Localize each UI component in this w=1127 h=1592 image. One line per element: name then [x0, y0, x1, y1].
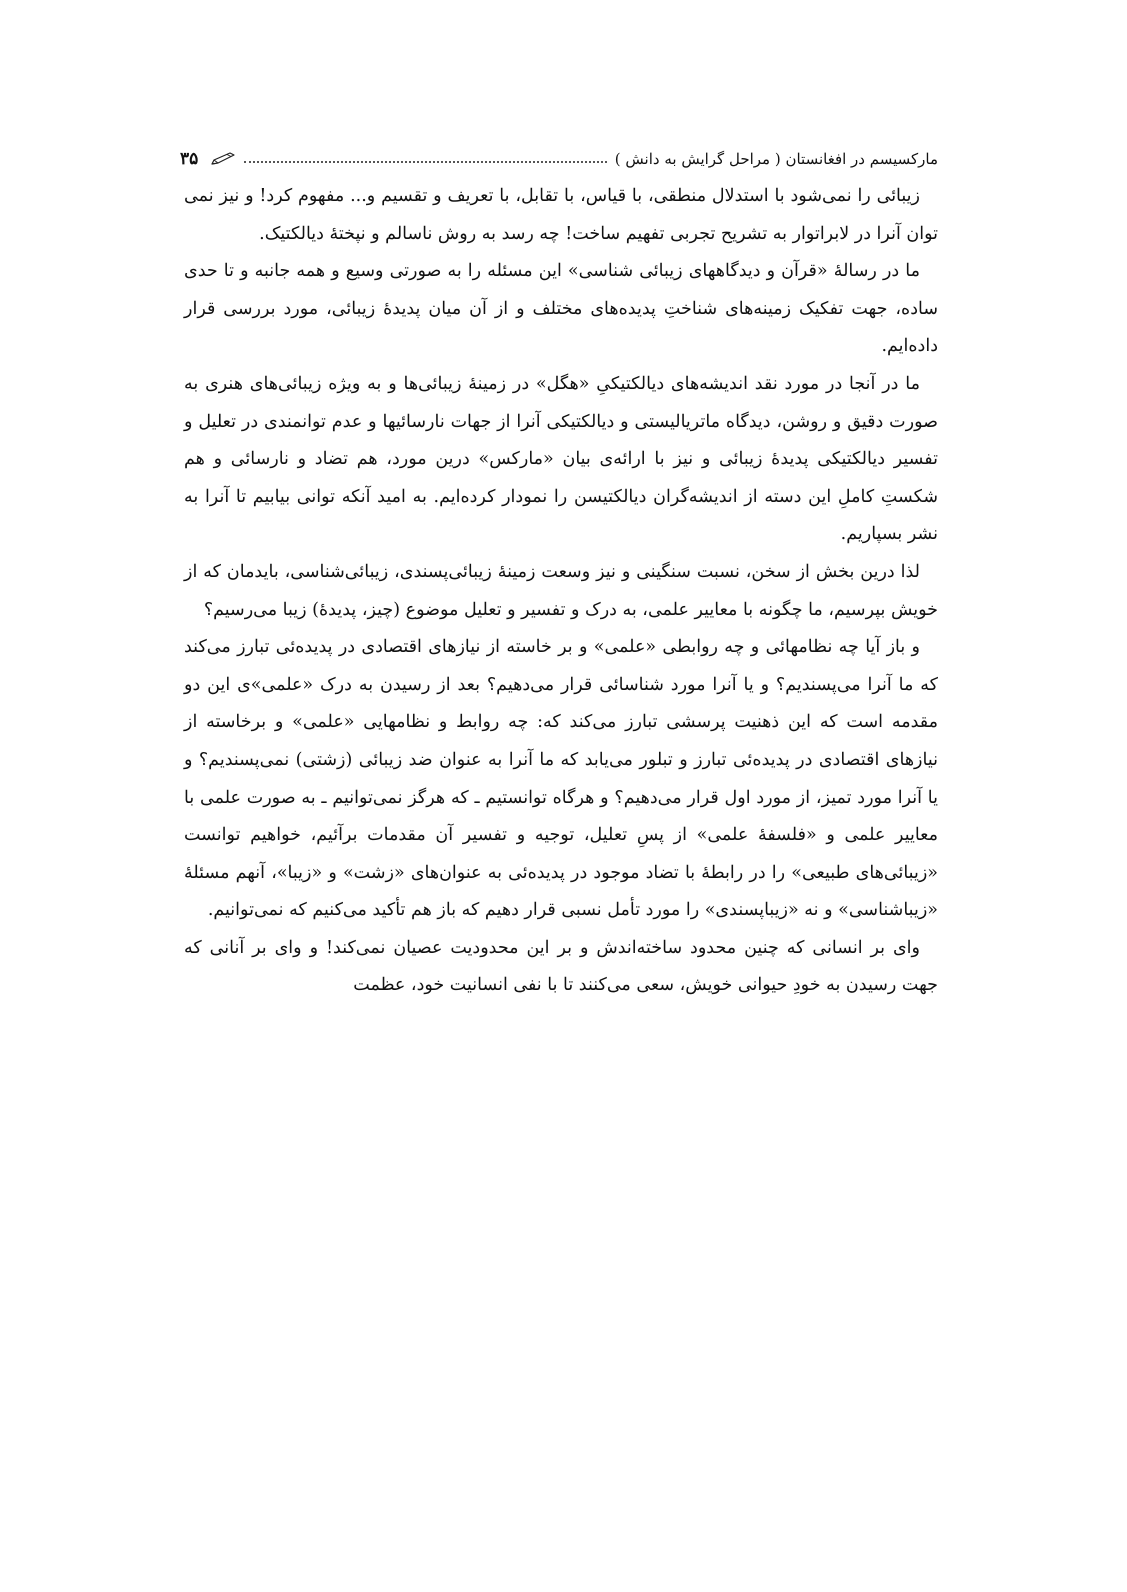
running-header — [180, 146, 938, 172]
paragraph: لذا درین بخش از سخن، نسبت سنگینی و نیز وسعت زمینهٔ زیبائی‌پسندی، زیبائی‌شناسی، بایدمان که از خویش بپرسیم، ما چگونه با معایير علمی، به درک و تفسیر و تعلیل موضوع (چیز، پدیدهٔ) زیبا می‌رسیم؟ — [184, 561, 938, 620]
paragraph: زیبائی را نمی‌شود با استدلال منطقی، با قیاس، با تقابل، با تعریف و تقسیم و... مفهوم کرد! و نیز نمی توان آنرا در لابراتوار به تشریح تجربی تفهیم ساخت! چه رسد به روش ناسالم و نپختهٔ دیالکتیک. — [184, 186, 938, 244]
paragraph: ما در آنجا در مورد نقد اندیشه‌های دیالکتیکیِ «هگل» در زمینهٔ زیبائی‌ها و به ویژه زیبائی‌های هنری به صورت دقیق و روشن، دیدگاه ماتریالیستی و دیالکتیکی آنرا از جهات نارسائیها و عدم توانمندی در تعلیل و تفسیر دیالکتیکی پدیدهٔ زیبائی و نیز با ارائه‌ی بیان «مارکس» درین مورد، هم تضاد و نارسائی و هم شکستِ کاملِ این دسته از اندیشه‌گران دیالکتیسن را نمودار کرده‌ایم. به امید آنکه توانی بیابیم تا آنرا به نشر بسپاریم. — [184, 373, 938, 545]
body-text — [184, 178, 938, 1005]
running-header-title: مارکسیسم در افغانستان ( مراحل گرایش به دانش ) — [614, 150, 938, 168]
pen-icon — [210, 149, 236, 169]
paragraph: ما در رسالهٔ «قرآن و دیدگاههای زیبائی شناسی» این مسئله را به صورتی وسیع و همه جانبه و تا حدی ساده، جهت تفکیک زمینه‌های شناختِ پدیده‌های مختلف و از آن میان پدیدهٔ زیبائی، مورد بررسی قرار داده‌ایم. — [184, 261, 938, 357]
paragraph: و باز آیا چه نظامهائی و چه روابطی «علمی» و بر خاسته از نیازهای اقتصادی در پدیده‌ئی تبارز می‌کند که ما آنرا می‌پسندیم؟ و یا آنرا مورد شناسائی قرار می‌دهیم؟ بعد از رسیدن به درک «علمی»ی این دو مقدمه است که این ذهنیت پرسشی تبارز می‌کند که: چه روابط و نظامهایی «علمی» و برخاسته از نیازهای اقتصادی در پدیده‌ئی تبارز و تبلور می‌یابد که ما آنرا به عنوان ضد زیبائی (زشتی) نمی‌پسندیم؟ و یا آنرا مورد تمیز، از مورد اول قرار می‌دهیم؟ و هرگاه توانستیم ـ که هرگز نمی‌توانیم ـ به صورت علمی با معایير علمی و «فلسفهٔ علمی» از پسِ تعلیل، توجیه و تفسیر آن مقدمات برآئیم، خواهیم توانست «زیبائی‌های طبیعی» را در رابطهٔ با تضاد موجود در پدیده‌ئی به عنوان‌های «زشت» و «زیبا»، آنهم مسئلهٔ «زیباشناسی» و نه «زیباپسندی» را مورد تأمل نسبی قرار دهیم که باز هم تأکید می‌کنیم که نمی‌توانیم. — [184, 637, 938, 921]
page-number: ۳۵ — [180, 149, 199, 169]
paragraph: وای بر انسانی که چنین محدود ساخته‌اندش و بر این محدودیت عصیان نمی‌کند! و وای بر آنانی که جهت رسیدن به خودِ حیوانی خویش، سعی می‌کنند تا با نفی انسانیت خود، عظمت — [184, 937, 938, 996]
header-dotted-leader — [244, 161, 607, 163]
